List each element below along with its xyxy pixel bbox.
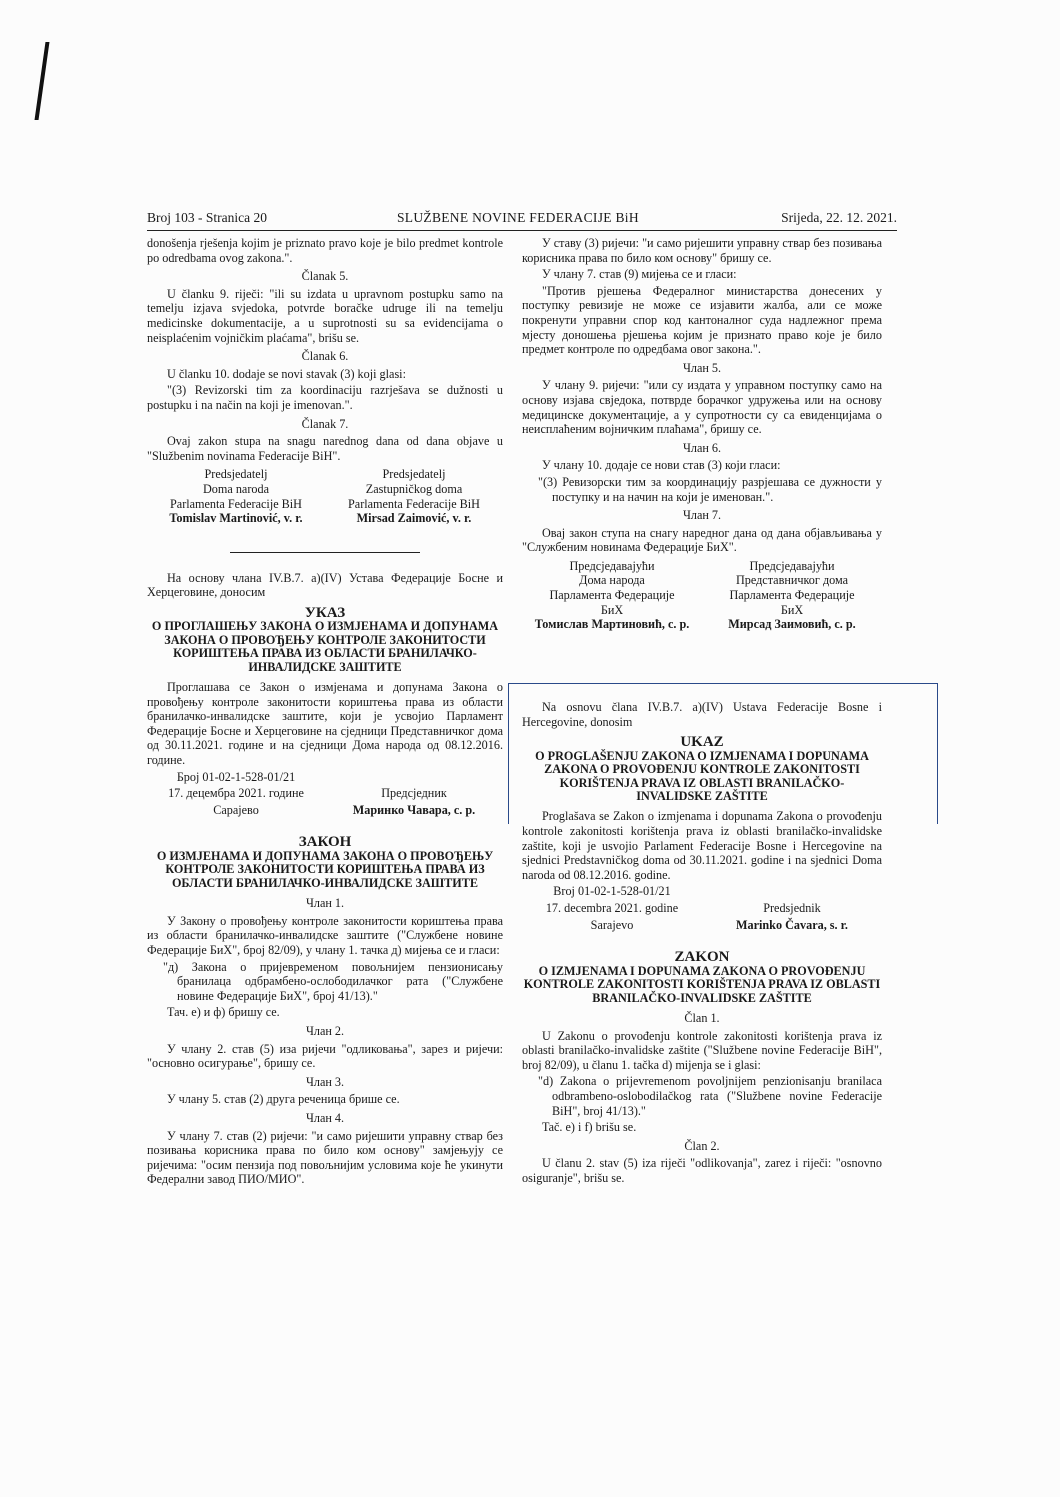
signature-line: БиХ xyxy=(780,602,804,617)
signature-line: Doma naroda xyxy=(203,481,269,496)
signature-left xyxy=(522,559,702,632)
article-heading: Члан 4. xyxy=(305,1110,345,1125)
paragraph: Овај закон ступа на снагу наредног дана од дана објављивања у "Службеним новинама Федерације БиХ". xyxy=(522,525,882,555)
article-heading: Члан 3. xyxy=(305,1074,345,1089)
decree-city-row xyxy=(522,918,882,933)
signature-line: БиХ xyxy=(600,602,624,617)
decree-date-row xyxy=(147,786,503,801)
paragraph: У члану 2. став (5) иза ријечи "одликовања", зарез и ријечи: "основно осигурање", бришу се. xyxy=(147,1041,503,1071)
president-name: Marinko Čavara, s. r. xyxy=(736,917,848,932)
signatory-name: Tomislav Martinović, v. r. xyxy=(169,511,303,526)
paragraph: У члану 9. ријечи: "или су издата у управном поступку само на основу изјава свједока, потврде борачког удружења или на основу медицинске документације, а у супротности су са евиденцијама о неисплаћеним војничким плаћама", бришу се. xyxy=(522,378,882,437)
paragraph: U članku 9. riječi: "ili su izdata u upravnom postupku samo na temelju izjava svjedoka, potvrde boračke udruge ili na temelju medicinske dokumentacije, a u suprotnosti su sa evidencijama o neisplaćenim vojničkim plaćama", brišu se. xyxy=(147,286,503,345)
page-header xyxy=(147,210,897,231)
decree-city: Сарајево xyxy=(213,802,259,817)
decree-subtitle: О ПРОГЛАШЕЊУ ЗАКОНА О ИЗМЈЕНАМА И ДОПУНАМА ЗАКОНА О ПРОВОЂЕЊУ КОНТРОЛЕ ЗАКОНИТОСТИ КОРИШТЕЊА ПРАВА ИЗ ОБЛАСТИ БРАНИЛАЧКО-ИНВАЛИДСКЕ ЗАШТИТЕ xyxy=(151,619,499,674)
paragraph: "(3) Revizorski tim za koordinaciju razrješava se dužnosti u postupku i na način na koji je imenovan.". xyxy=(147,383,503,412)
paragraph: У члану 7. став (9) мијења се и гласи: xyxy=(542,267,737,282)
decree-number: Број 01-02-1-528-01/21 xyxy=(176,769,296,784)
paragraph: На основу члана IV.B.7. а)(IV) Устава Федерације Босне и Херцеговине, доносим xyxy=(147,570,503,600)
handwritten-mark xyxy=(35,42,60,120)
signature-right xyxy=(702,559,882,632)
signature-line: Parlamenta Federacije BiH xyxy=(348,496,480,511)
section-divider xyxy=(230,552,420,553)
left-column xyxy=(147,236,503,1189)
signature-line: Parlamenta Federacije BiH xyxy=(170,496,302,511)
decree-subtitle: O PROGLAŠENJU ZAKONA O IZMJENAMA I DOPUNAMA ZAKONA O PROVOĐENJU KONTROLE ZAKONITOSTI KORIŠTENJA PRAVA IZ OBLASTI BRANILAČKO-INVALIDSKE ZAŠTITE xyxy=(535,748,869,803)
decree-title: УКАЗ xyxy=(304,604,346,621)
paragraph: У члану 10. додаје се нови став (3) који гласи: xyxy=(542,458,781,473)
decree-city: Sarajevo xyxy=(590,917,634,932)
article-heading: Član 2. xyxy=(684,1138,720,1153)
article-heading: Članak 5. xyxy=(301,269,349,284)
article-heading: Članak 6. xyxy=(301,349,349,364)
president-title: Predsjednik xyxy=(763,900,821,915)
paragraph: U članu 2. stav (5) iza riječi "odlikovanja", zarez i riječi: "osnovno osiguranje", brišu se. xyxy=(522,1156,882,1185)
signature-line: Парламента Федерације xyxy=(549,588,675,603)
decree-number-row xyxy=(522,884,882,899)
quoted-item: "d) Zakona o prijevremenom povoljnijem penzionisanju branilaca odbrambeno-oslobodilačkog rata ("Službene novine Federacije BiH", broj 41/13)." xyxy=(538,1074,882,1118)
signatory-name: Томислав Мартиновић, с. р. xyxy=(534,617,690,632)
issue-date: Srijeda, 22. 12. 2021. xyxy=(781,210,897,225)
signature-line: Дома народа xyxy=(579,573,645,588)
paragraph: Ovaj zakon stupa na snagu narednog dana od dana objave u "Službenim novinama Federacije BiH". xyxy=(147,434,503,463)
paragraph: У Закону о провођењу контроле законитости кориштења права из области бранилачко-инвалидске заштите ("Службене новине Федерације БиХ", број 82/09), у члану 1. тачка д) мијења се и гласи: xyxy=(147,913,503,958)
law-subtitle: О ИЗМЈЕНАМА И ДОПУНАМА ЗАКОНА О ПРОВОЂЕЊУ КОНТРОЛЕ ЗАКОНИТОСТИ КОРИШТЕЊА ПРАВА ИЗ ОБЛАСТИ БРАНИЛАЧКО-ИНВАЛИДСКЕ ЗАШТИТЕ xyxy=(156,849,494,890)
signatory-name: Мирсад Заимовић, с. р. xyxy=(728,617,856,632)
law-subtitle: O IZMJENAMA I DOPUNAMA ZAKONA O PROVOĐENJU KONTROLE ZAKONITOSTI KORIŠTENJA PRAVA IZ OBLASTI BRANILAČKO-INVALIDSKE ZAŠTITE xyxy=(523,963,881,1005)
article-heading: Članak 7. xyxy=(301,416,349,431)
signature-line: Предсједавајући xyxy=(569,558,655,573)
president-title: Предсједник xyxy=(381,786,447,801)
article-heading: Члан 7. xyxy=(682,508,722,523)
paragraph: У члану 7. став (2) ријечи: "и само ријешити управну ствар без позивања корисника права по било ком основу" замјењују се ријечима: "осим пензија под повољнијим условима које ће укинути Федерални завод ПИО/МИО". xyxy=(147,1128,503,1187)
decree-date: 17. децембра 2021. године xyxy=(168,786,304,801)
signature-block xyxy=(147,467,503,525)
paragraph: Proglašava se Zakon o izmjenama i dopunama Zakona o provođenju kontrole zakonitosti korištenja prava iz oblasti branilačko-invalidske zaštite, koji je usvojio Parlament Federacije Bosne i Hercegovine na sjednici Predstavničkog doma od 30.11.2021. godine i na sjednici Doma naroda od 08.12.2016. godine. xyxy=(522,809,882,882)
signature-line: Predsjedatelj xyxy=(382,467,446,482)
law-title: ЗАКОН xyxy=(298,834,352,851)
paragraph: Na osnovu člana IV.B.7. a)(IV) Ustava Federacije Bosne i Hercegovine, donosim xyxy=(522,700,882,729)
signature-block xyxy=(522,559,882,632)
decree-date-row xyxy=(522,901,882,916)
right-column-bottom xyxy=(522,700,882,1188)
paragraph: donošenja rješenja kojim je priznato pravo koje je bilo predmet kontrole po odredbama ovog zakona.". xyxy=(147,236,503,265)
paragraph: Тач. е) и ф) бришу се. xyxy=(167,1005,280,1020)
paragraph: U članku 10. dodaje se novi stavak (3) koji glasi: xyxy=(167,366,406,381)
paragraph: Tač. e) i f) brišu se. xyxy=(542,1120,637,1135)
decree-city-row xyxy=(147,803,503,818)
quoted-item: "д) Закона о пријевременом повољнијем пензионисању бранилаца одбрамбено-ослободилачког рата ("Службене новине Федерације БиХ", број 41/13)." xyxy=(163,959,503,1003)
decree-number: Broj 01-02-1-528-01/21 xyxy=(553,884,671,899)
paragraph: Проглашава се Закон о измјенама и допунама Закона о провођењу контроле законитости кориштења права из области бранилачко-инвалидске заштите, који је усвојио Парламент Федерације Босне и Херцеговине на сједници Представничког дома од 30.11.2021. године и на сједници Дома народа од 08.12.2016. године. xyxy=(147,680,503,768)
president-name: Маринко Чавара, с. р. xyxy=(352,802,476,817)
paragraph: У ставу (3) ријечи: "и само ријешити управну ствар без позивања корисника права по било ком основу" бришу се. xyxy=(522,236,882,265)
law-title: ZAKON xyxy=(674,949,730,966)
decree-title: UKAZ xyxy=(680,734,724,751)
paragraph: У члану 5. став (2) друга реченица брише се. xyxy=(167,1092,400,1107)
signature-line: Парламента Федерације xyxy=(729,588,855,603)
paragraph: "Против рјешења Федералног министарства донесених у поступку ревизије не може се изјавити жалба, али се може покренути управни спор код кантоналног суда надлежног према мјесту доношења рјешења којим је признато право које је било предмет контроле по одредбама овог закона.". xyxy=(522,283,882,357)
quoted-item: "(3) Ревизорски тим за координацију разрјешава се дужности у поступку и на начин на који је именован.". xyxy=(538,474,882,504)
article-heading: Члан 2. xyxy=(305,1024,345,1038)
article-heading: Члан 5. xyxy=(682,360,722,375)
signature-right xyxy=(325,467,503,525)
signature-line: Zastupničkog doma xyxy=(365,481,463,496)
issue-page-number: Broj 103 - Stranica 20 xyxy=(147,210,267,225)
article-heading: Члан 6. xyxy=(682,440,722,455)
signature-line: Представничког дома xyxy=(735,573,849,588)
paragraph: U Zakonu o provođenju kontrole zakonitosti korištenja prava iz oblasti branilačko-invalidske zaštite ("Službene novine Federacije BiH", broj 82/09), u članu 1. tačka d) mijenja se i glasi: xyxy=(522,1028,882,1072)
right-column-top xyxy=(522,236,882,636)
article-heading: Члан 1. xyxy=(305,896,345,911)
decree-number-row xyxy=(147,770,503,785)
signature-left xyxy=(147,467,325,525)
article-heading: Član 1. xyxy=(684,1010,720,1025)
signature-line: Predsjedatelj xyxy=(204,467,268,482)
signature-line: Предсједавајући xyxy=(749,558,835,573)
signatory-name: Mirsad Zaimović, v. r. xyxy=(356,511,472,526)
decree-date: 17. decembra 2021. godine xyxy=(545,900,679,915)
publication-title: SLUŽBENE NOVINE FEDERACIJE BiH xyxy=(397,210,639,225)
